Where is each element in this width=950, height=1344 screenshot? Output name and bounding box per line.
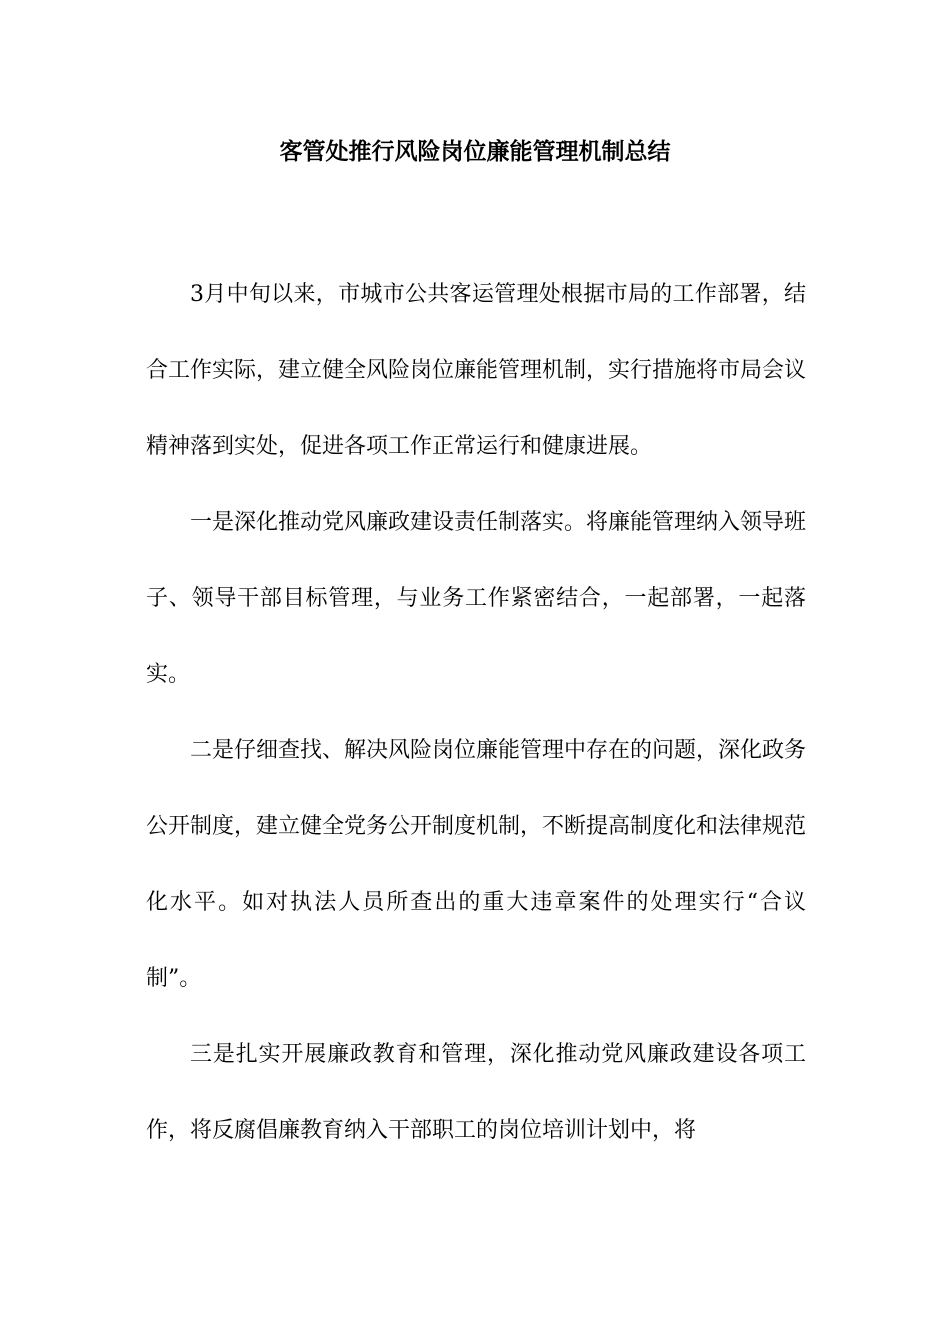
document-body	[146, 257, 806, 1169]
paragraph-point-one: 一是深化推动党风廉政建设责任制落实。将廉能管理纳入领导班子、领导干部目标管理，与业务工作紧密结合，一起部署，一起落实。	[146, 510, 807, 687]
document-title: 客管处推行风险岗位廉能管理机制总结	[279, 139, 671, 165]
paragraph-intro: 3月中旬以来，市城市公共客运管理处根据市局的工作部署，结合工作实际，建立健全风险岗位廉能管理机制，实行措施将市局会议精神落到实处，促进各项工作正常运行和健康进展。	[146, 282, 807, 459]
paragraph-point-two: 二是仔细查找、解决风险岗位廉能管理中存在的问题，深化政务公开制度，建立健全党务公开制度机制，不断提高制度化和法律规范化水平。如对执法人员所查出的重大违章案件的处理实行“合议制”。	[146, 738, 807, 991]
paragraph-point-three: 三是扎实开展廉政教育和管理，深化推动党风廉政建设各项工作，将反腐倡廉教育纳入干部职工的岗位培训计划中，将	[146, 1042, 806, 1143]
